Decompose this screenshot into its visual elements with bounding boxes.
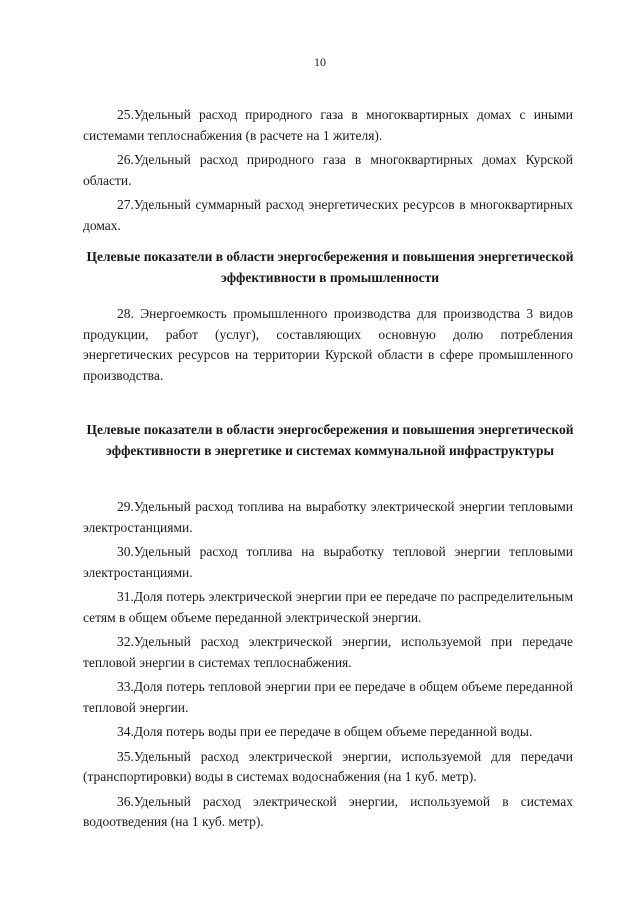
list-item: 36.Удельный расход электрической энергии, используемой в системах водоотведения (на 1 куб. метр).	[83, 793, 573, 829]
section-industry-items	[83, 304, 573, 390]
list-item: 32.Удельный расход электрической энергии, используемой при передаче тепловой энергии в системах теплоснабжения.	[83, 634, 573, 670]
heading-industry: Целевые показатели в области энергосбережения и повышения энергетической эффективности в промышленности	[86, 249, 574, 285]
list-item: 29.Удельный расход топлива на выработку электрической энергии тепловыми электростанциями.	[83, 499, 573, 535]
list-item: 27.Удельный суммарный расход энергетических ресурсов в многоквартирных домах.	[83, 197, 573, 233]
section-energy-items	[83, 497, 573, 837]
list-item: 28. Энергоемкость промышленного производства для производства 3 видов продукции, работ (услуг), составляющих основную долю потребления энергетических ресурсов на территории Курской области в сфере промышленного производства.	[83, 306, 573, 383]
list-item: 34.Доля потерь воды при ее передаче в общем объеме переданной воды.	[117, 724, 533, 739]
list-item: 35.Удельный расход электрической энергии, используемой для передачи (транспортировки) воды в системах водоснабжения (на 1 куб. метр).	[83, 748, 573, 784]
page-number: 10	[314, 55, 326, 69]
list-item: 33.Доля потерь тепловой энергии при ее передаче в общем объеме переданной тепловой энергии.	[83, 679, 573, 715]
heading-energy: Целевые показатели в области энергосбережения и повышения энергетической эффективности в энергетике и системах коммунальной инфраструктуры	[86, 422, 574, 458]
list-item: 26.Удельный расход природного газа в многоквартирных домах Курской области.	[83, 152, 573, 188]
list-item: 30.Удельный расход топлива на выработку тепловой энергии тепловыми электростанциями.	[83, 544, 573, 580]
list-item: 25.Удельный расход природного газа в многоквартирных домах с иными системами теплоснабжения (в расчете на 1 жителя).	[83, 107, 573, 143]
section-housing-items	[83, 105, 573, 240]
list-item: 31.Доля потерь электрической энергии при ее передаче по распределительным сетям в общем объеме переданной электрической энергии.	[83, 589, 573, 625]
